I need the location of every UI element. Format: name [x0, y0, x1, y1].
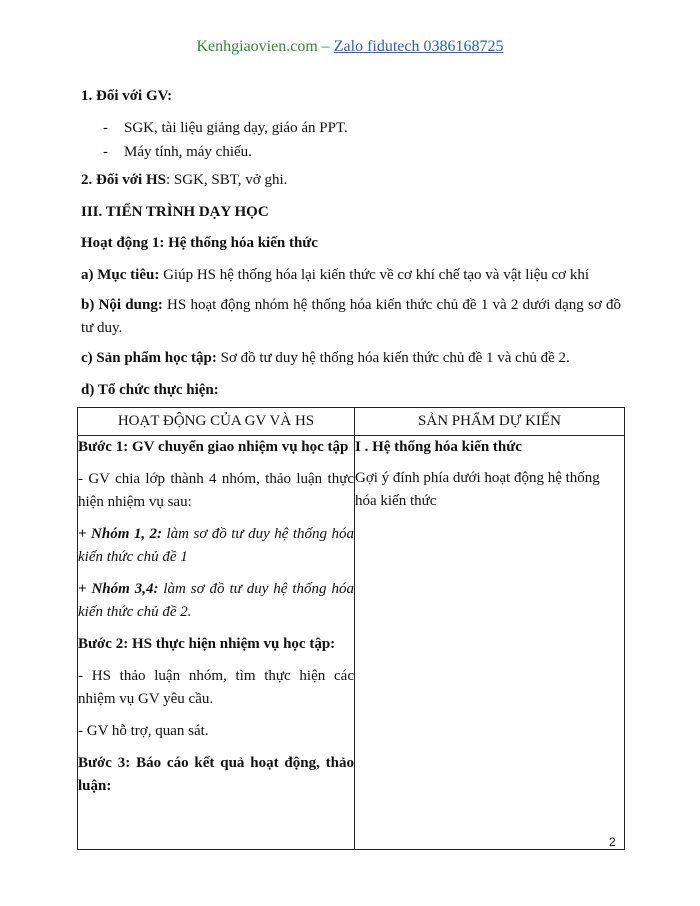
header-separator: – — [317, 38, 334, 55]
section1-title: 1. Đối với GV: — [81, 88, 173, 104]
section2-line — [81, 170, 287, 190]
list-dash: - — [103, 120, 108, 136]
content-text: HS hoạt động nhóm hệ thống hóa kiến thức chủ đề 1 và 2 dưới dạng sơ đồ tư duy. — [81, 297, 622, 336]
content-paragraph — [81, 294, 621, 340]
section2-text: : SGK, SBT, vở ghi. — [165, 172, 288, 188]
step1-title: Bước 1: GV chuyển giao nhiệm vụ học tập — [78, 439, 349, 455]
product-title: I . Hệ thống hóa kiến thức — [354, 439, 522, 455]
step2-text1: - HS thảo luận nhóm, tìm thực hiện các nhiệm vụ GV yêu cầu. — [78, 668, 354, 707]
activities-cell — [78, 436, 355, 850]
step3-title: Bước 3: Báo cáo kết quả hoạt động, thảo luận: — [78, 755, 354, 794]
group12-paragraph — [78, 523, 354, 569]
goal-line — [81, 265, 589, 285]
product-label: c) Sản phẩm học tập: — [81, 350, 217, 366]
content-label: b) Nội dung: — [81, 297, 163, 313]
section3-title: III. TIẾN TRÌNH DẠY HỌC — [81, 204, 269, 220]
group34-label: + Nhóm 3,4: — [78, 581, 159, 597]
step2-title: Bước 2: HS thực hiện nhiệm vụ học tập: — [78, 636, 336, 652]
group34-text: làm sơ đồ tư duy hệ thống hóa kiến thức chủ đề 2. — [78, 581, 354, 620]
products-cell — [354, 436, 624, 850]
product-line — [81, 348, 570, 368]
product-text: Sơ đồ tư duy hệ thống hóa kiến thức chủ đề 1 và chủ đề 2. — [216, 350, 570, 366]
table-header-row — [78, 408, 625, 436]
group12-label: + Nhóm 1, 2: — [78, 526, 163, 542]
activity-title: Hoạt động 1: Hệ thống hóa kiến thức — [81, 235, 318, 251]
contact-link[interactable]: Zalo fidutech 0386168725 — [333, 38, 504, 55]
section2-title: 2. Đối với HS — [81, 172, 166, 188]
product-text: Gợi ý đính phía dưới hoạt động hệ thống hóa kiến thức — [354, 470, 600, 509]
goal-text: Giúp HS hệ thống hóa lại kiến thức về cơ khí chế tạo và vật liệu cơ khí — [159, 267, 590, 283]
page-header — [0, 38, 700, 56]
goal-label: a) Mục tiêu: — [81, 267, 160, 283]
group12-text: làm sơ đồ tư duy hệ thống hóa kiến thức chủ đề 1 — [78, 526, 354, 565]
step2-text2: - GV hỗ trợ, quan sát. — [78, 723, 209, 739]
list-dash: - — [103, 144, 108, 160]
org-label: d) Tổ chức thực hiện: — [81, 382, 219, 398]
list-item: SGK, tài liệu giảng dạy, giáo án PPT. — [124, 120, 348, 136]
col1-header: HOẠT ĐỘNG CỦA GV VÀ HS — [78, 408, 355, 436]
site-name: Kenhgiaovien.com — [196, 38, 318, 55]
activity-table — [77, 407, 625, 850]
page-number: 2 — [609, 835, 616, 849]
table-row — [78, 436, 625, 850]
step1-text: - GV chia lớp thành 4 nhóm, thảo luận thực hiện nhiệm vụ sau: — [78, 471, 354, 510]
col2-header: SẢN PHẨM DỰ KIẾN — [354, 408, 624, 436]
group34-paragraph — [78, 578, 354, 624]
list-item: Máy tính, máy chiếu. — [124, 144, 252, 160]
